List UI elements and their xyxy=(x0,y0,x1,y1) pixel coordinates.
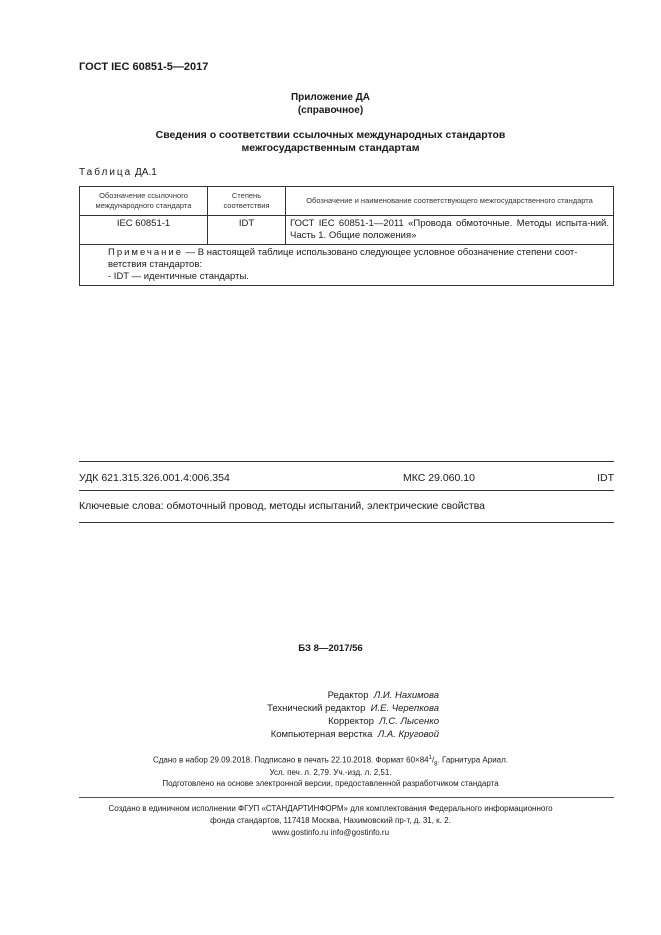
table-note xyxy=(80,245,614,286)
table-header-cell: Обозначение ссылочного международного стандарта xyxy=(80,187,208,216)
table-note-text xyxy=(84,247,609,271)
table-note-body: — В настоящей таблице использовано следующее условное обозначение степени соот-ветствия стандартов: xyxy=(108,247,578,270)
annex-heading-line1: Сведения о соответствии ссылочных международных стандартов xyxy=(155,129,506,141)
table-label xyxy=(79,167,157,178)
table-header-row xyxy=(80,187,614,216)
staff-tech-editor xyxy=(150,703,439,714)
udk-code: УДК 621.315.326.001.4:006.354 xyxy=(79,472,230,484)
staff-editor xyxy=(150,690,439,701)
staff-role: Редактор xyxy=(327,690,369,701)
staff-role: Технический редактор xyxy=(267,703,366,714)
imprint-line-2: Усл. печ. л. 2,79. Уч.-изд. л. 2,51. xyxy=(269,768,392,777)
imprint-font: . Гарнитура Ариал. xyxy=(437,755,509,765)
table-cell-international-standard: IEC 60851-1 xyxy=(80,216,208,245)
standard-code-header: ГОСТ IEC 60851-5—2017 xyxy=(79,61,209,73)
table-label-word: Таблица xyxy=(79,167,133,178)
table-row xyxy=(80,216,614,245)
table-note-row xyxy=(80,245,614,286)
imprint-line-1: Сдано в набор 29.09.2018. Подписано в печать 22.10.2018. Формат $60\times 84^1/_8$. Гарнитура Ариал. xyxy=(152,755,509,768)
annex-title: Приложение ДА xyxy=(290,92,371,103)
imprint-dates: Сдано в набор 29.09.2018. Подписано в печать 22.10.2018. Формат 60×84 xyxy=(152,755,429,765)
annex-subtitle: (справочное) xyxy=(297,105,364,116)
degree-code: IDT xyxy=(597,472,614,484)
format-sub: 8 xyxy=(434,761,438,768)
annex-heading-line2: межгосударственным стандартам xyxy=(241,142,420,154)
annex-heading xyxy=(0,129,661,155)
table-cell-degree: IDT xyxy=(208,216,286,245)
publisher-line-2: фонда стандартов, 117418 Москва, Нахимовский пр-т, д. 31, к. 2. xyxy=(210,816,451,825)
divider-middle xyxy=(79,490,614,491)
format-sup: 1 xyxy=(428,755,432,761)
bz-code: БЗ 8—2017/56 xyxy=(298,643,363,654)
divider-top xyxy=(79,461,614,462)
staff-name: Л.И. Нахимова xyxy=(373,690,439,701)
table-header-cell: Степень соответствия xyxy=(208,187,286,216)
staff-name: Л.С. Лысенко xyxy=(379,716,439,727)
staff-proofreader xyxy=(150,716,439,727)
table-header-cell: Обозначение и наименование соответствующего межгосударственного стандарта xyxy=(286,187,614,216)
staff-role: Корректор xyxy=(328,716,374,727)
correspondence-table xyxy=(79,186,614,286)
imprint-line-3: Подготовлено на основе электронной версии, предоставленной разработчиком стандарта xyxy=(162,779,499,788)
divider-bottom xyxy=(79,522,614,523)
table-label-number: ДА.1 xyxy=(135,167,157,178)
staff-layout xyxy=(150,729,439,740)
keywords: Ключевые слова: обмоточный провод, методы испытаний, электрические свойства xyxy=(79,500,486,512)
staff-name: И.Е. Черепкова xyxy=(370,703,439,714)
staff-name: Л.А. Круговой xyxy=(377,729,439,740)
mks-code: МКС 29.060.10 xyxy=(403,472,475,484)
publisher-line-1: Создано в единичном исполнении ФГУП «СТАНДАРТИНФОРМ» для комплектования Федерального информационного xyxy=(108,804,553,813)
table-cell-interstate-standard: ГОСТ IEC 60851-1—2011 «Провода обмоточные. Методы испыта-ний. Часть 1. Общие положения» xyxy=(286,216,614,245)
imprint-divider xyxy=(79,797,614,798)
staff-role: Компьютерная верстка xyxy=(270,729,373,740)
table-note-label: Примечание xyxy=(108,247,183,258)
publisher-line-3: www.gostinfo.ru info@gostinfo.ru xyxy=(271,828,390,837)
table-note-item: - IDT — идентичные стандарты. xyxy=(108,271,249,282)
